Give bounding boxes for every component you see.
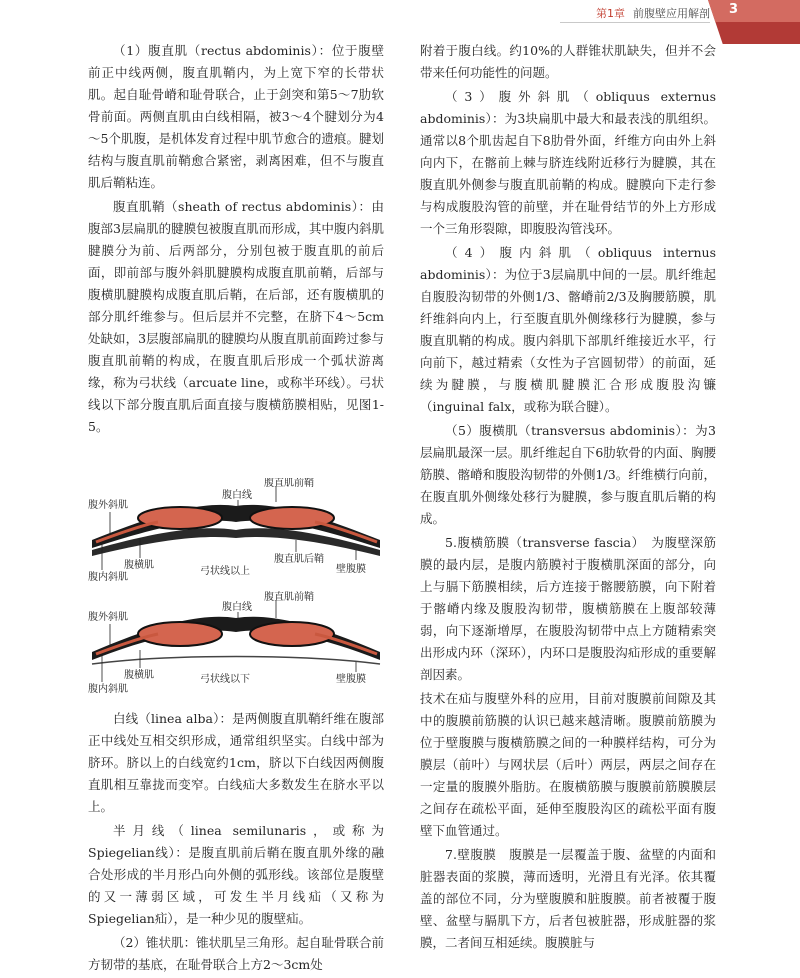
label-peritoneum-bottom: 壁腹膜	[336, 674, 366, 685]
figure-rectus-sheath-cross-section	[88, 478, 384, 696]
label-peritoneum-top: 壁腹膜	[336, 564, 366, 575]
rectus-muscle-left-bottom	[138, 622, 222, 646]
oblique-muscle-edge-bottom	[96, 634, 158, 654]
label-arcuate-below: 弓状线以下	[200, 674, 250, 685]
label-linea-alba-top: 腹白线	[222, 490, 252, 501]
label-external-oblique-bottom: 腹外斜肌	[88, 612, 128, 623]
label-internal-oblique-top: 腹内斜肌	[88, 572, 128, 583]
cross-section-diagram	[88, 478, 384, 696]
label-transversus-bottom: 腹横肌	[124, 670, 154, 681]
chapter-label: 第1章	[596, 7, 625, 20]
chapter-title: 前腹壁应用解剖	[633, 7, 710, 20]
page-header	[0, 0, 800, 26]
paragraph-rectus-abdominis: （1）腹直肌（rectus abdominis）：位于腹壁前正中线两侧，腹直肌鞘内，为上宽下窄的长带状肌。起自耻骨嵴和耻骨联合，止于剑突和第5～7肋软骨前面。两侧直肌由白线相隔，被3～4个腱划分为4～5个肌腹，是机体发育过程中肌节愈合的遗痕。腱划结构与腹直肌前鞘愈合紧密，剥离困难，但不与腹直肌后鞘粘连。	[88, 43, 384, 190]
paragraph-preperitoneal-fascia: 技术在疝与腹壁外科的应用，目前对腹膜前间隙及其中的腹膜前筋膜的认识已越来越清晰。腹膜前筋膜为位于壁腹膜与腹横筋膜之间的一种膜样结构，可分为膜层（前叶）与网状层（后叶）两层，两层之间存在一定量的腹膜外脂肪。在腹横筋膜与腹膜前筋膜膜层之间存在疏松平面，延伸至腹股沟区的疏松平面有腹壁下血管通过。	[420, 691, 716, 838]
oblique-muscle-edge-bottom-right	[315, 634, 377, 654]
label-anterior-sheath-top: 腹直肌前鞘	[264, 478, 314, 489]
paragraph-parietal-peritoneum: 7.壁腹膜 腹膜是一层覆盖于腹、盆壁的内面和脏器表面的浆膜，薄而透明，光滑且有光泽。依其覆盖的部位不同，分为壁腹膜和脏腹膜。前者被覆于腹壁、盆壁与膈肌下方，后者包被脏器，形成脏器的浆膜，二者间互相延续。腹膜脏与	[420, 847, 716, 950]
header-rule	[560, 22, 710, 23]
peritoneum-line-bottom	[92, 657, 380, 665]
paragraph-pyramidalis: （2）锥状肌：锥状肌呈三角形。起自耻骨联合前方韧带的基底，在耻骨联合上方2～3cm处	[88, 935, 384, 972]
right-column	[420, 40, 716, 956]
page-tab-highlight	[708, 0, 800, 22]
label-external-oblique-top: 腹外斜肌	[88, 500, 128, 511]
paragraph-internal-oblique: （4）腹内斜肌（obliquus internus abdominis）：为位于3层扁肌中间的一层。肌纤维起自腹股沟韧带的外侧1/3、髂嵴前2/3及胸腰筋膜，肌纤维斜向内上，行至腹直肌外侧缘移行为腱膜，参与腹直肌鞘的构成。腹内斜肌下部肌纤维接近水平，行向前下，越过精索（女性为子宫圆韧带）的前面，延续为腱膜，与腹横肌腱膜汇合形成腹股沟镰（inguinal falx，或称为联合腱）。	[420, 245, 716, 414]
label-arcuate-above: 弓状线以上	[200, 566, 250, 577]
left-column	[88, 40, 384, 978]
rectus-muscle-right-top	[250, 507, 334, 529]
paragraph-external-oblique: （3）腹外斜肌（obliquus externus abdominis）：为3块扁肌中最大和最表浅的肌组织。通常以8个肌齿起自下8肋骨外面，纤维方向由外上斜向内下，在髂前上棘与脐连线附近移行为腱膜，其在腹直肌外侧参与腹直肌前鞘的构成。腱膜向下走行参与构成腹股沟管的前壁，并在耻骨结节的外上方形成一个三角形裂隙，即腹股沟管浅环。	[420, 89, 716, 236]
rectus-muscle-left-top	[138, 507, 222, 529]
label-posterior-sheath-top: 腹直肌后鞘	[274, 554, 324, 565]
paragraph-transverse-fascia: 5.腹横筋膜（transverse fascia） 为腹壁深筋膜的最内层，是腹内筋膜衬于腹横肌深面的部分，向上与膈下筋膜相续，后方连接于髂腰筋膜，向下附着于髂嵴内缘及腹股沟韧带，腹横筋膜在上腹部较薄弱，向下逐渐增厚，在腹股沟韧带中点上方随精索突出形成内环（深环），内环口是腹股沟疝形成的重要解剖因素。	[420, 535, 716, 682]
running-header	[596, 5, 710, 21]
paragraph-linea-alba: 白线（linea alba）：是两侧腹直肌鞘纤维在腹部正中线处互相交织形成，通常组织坚实。白线中部为脐环。脐以上的白线宽约1cm，脐以下白线因两侧腹直肌相互靠拢而变窄。白线疝大多数发生在脐水平以上。	[88, 711, 384, 814]
label-transversus-top: 腹横肌	[124, 560, 154, 571]
label-internal-oblique-bottom: 腹内斜肌	[88, 684, 128, 695]
paragraph-rectus-sheath: 腹直肌鞘（sheath of rectus abdominis）：由腹部3层扁肌的腱膜包被腹直肌而形成，其中腹内斜肌腱膜分为前、后两部分，分别包被于腹直肌的前后面，即前部与腹外斜肌腱膜构成腹直肌前鞘，后部与腹横肌腱膜构成腹直肌后鞘，在后部，还有腹横肌的部分肌纤维参与。但后层并不完整，在脐下4～5cm处缺如，3层腹部扁肌的腱膜均从腹直肌前面跨过参与腹直肌前鞘的构成，在腹直肌后形成一个弧状游离缘，称为弓状线（arcuate line，或称半环线）。弓状线以下部分腹直肌后面直接与腹横筋膜相贴，见图1-5。	[88, 199, 384, 434]
paragraph-pyramidalis-cont: 附着于腹白线。约10%的人群锥状肌缺失，但并不会带来任何功能性的问题。	[420, 43, 716, 80]
label-anterior-sheath-bottom: 腹直肌前鞘	[264, 592, 314, 603]
label-linea-alba-bottom: 腹白线	[222, 602, 252, 613]
paragraph-transversus: （5）腹横肌（transversus abdominis）：为3层扁肌最深一层。肌纤维起自下6肋软骨的内面、胸腰筋膜、髂嵴和腹股沟韧带的外侧1/3。纤维横行向前，在腹直肌外侧缘处移行为腱膜，参与腹直肌后鞘的构成。	[420, 423, 716, 526]
paragraph-linea-semilunaris: 半月线（linea semilunaris，或称为Spiegelian线）：是腹直肌前后鞘在腹直肌外缘的融合处形成的半月形凸向外侧的弧形线。该部位是腹壁的又一薄弱区域，可发生半月线疝（又称为Spiegelian疝），是一种少见的腹壁疝。	[88, 823, 384, 926]
page-number: 3	[728, 2, 738, 17]
